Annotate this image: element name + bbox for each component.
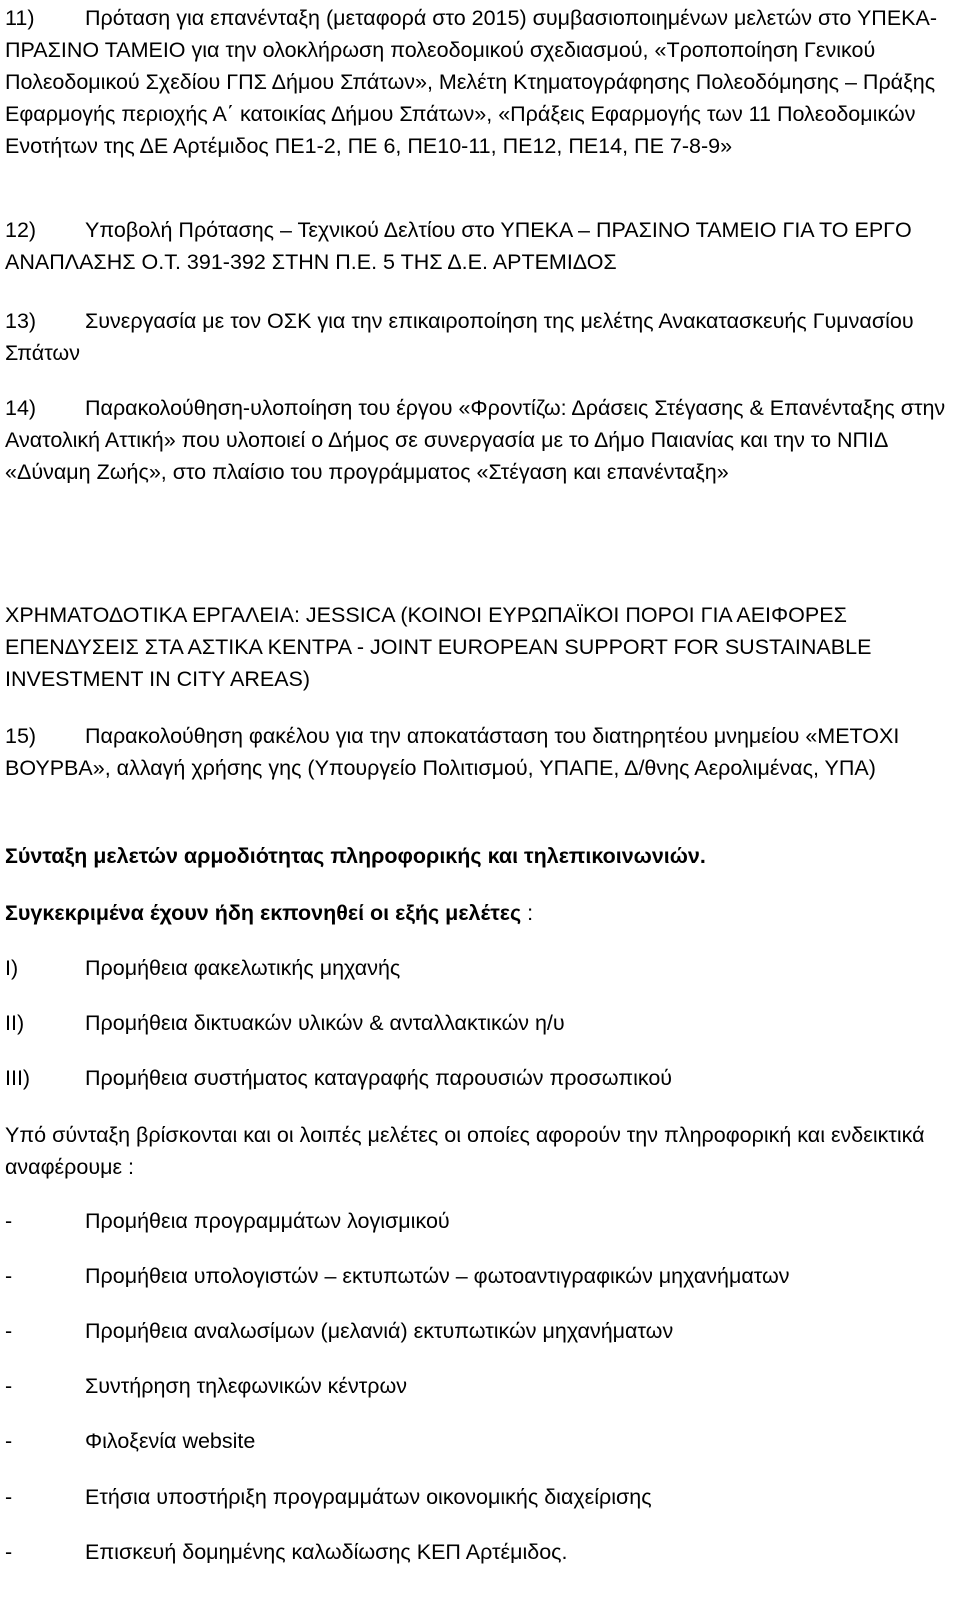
dash-bullet: - <box>5 1319 13 1343</box>
item-text: Πρόταση για επανένταξη (μεταφορά στο 2015) συμβασιοποιημένων μελετών στο ΥΠΕΚΑ-ΠΡΑΣΙΝΟ ΤΑΜΕΙΟ για την ολοκλήρωση πολεοδομικού σχεδιασμού, «Τροποποίηση Γενικού Πολεοδομικού Σχεδίου ΓΠΣ Δήμου Σπάτων», Μελέτη Κτηματογράφησης Πολεοδόμησης – Πράξης Εφαρμογής περιοχής Α΄ κατοικίας Δήμου Σπάτων», «Πράξεις Εφαρμογής των 11 Πολεοδομικών Ενοτήτων της ΔΕ Αρτέμιδος ΠΕ1-2, ΠΕ 6, ΠΕ10-11, ΠΕ12, ΠΕ14, ΠΕ 7-8-9» <box>5 6 938 158</box>
completed-item-2 <box>5 1007 955 1039</box>
pending-item-7 <box>5 1536 955 1568</box>
pending-item-text: Προμήθεια αναλωσίμων (μελανιά) εκτυπωτικών μηχανήματων <box>85 1319 674 1343</box>
completed-heading-colon: : <box>521 901 534 925</box>
item-number: 11) <box>5 6 35 30</box>
pending-item-text: Φιλοξενία website <box>85 1429 256 1453</box>
completed-item-3 <box>5 1062 955 1094</box>
item-15 <box>5 720 955 784</box>
dash-bullet: - <box>5 1264 13 1288</box>
completed-heading-text: Συγκεκριμένα έχουν ήδη εκπονηθεί οι εξής μελέτες <box>5 901 522 925</box>
pending-item-text: Συντήρηση τηλεφωνικών κέντρων <box>85 1374 408 1398</box>
item-text: Συνεργασία με τον ΟΣΚ για την επικαιροποίηση της μελέτης Ανακατασκευής Γυμνασίου Σπάτων <box>5 309 914 365</box>
pending-item-text: Προμήθεια προγραμμάτων λογισμικού <box>85 1209 450 1233</box>
pending-item-6 <box>5 1481 955 1513</box>
roman-numeral: I) <box>5 956 19 980</box>
completed-item-text: Προμήθεια φακελωτικής μηχανής <box>85 956 401 980</box>
item-number: 15) <box>5 724 37 748</box>
pending-item-text: Προμήθεια υπολογιστών – εκτυπωτών – φωτοαντιγραφικών μηχανήματων <box>85 1264 790 1288</box>
pending-item-1 <box>5 1205 955 1237</box>
completed-item-text: Προμήθεια συστήματος καταγραφής παρουσιών προσωπικού <box>85 1066 673 1090</box>
pending-item-4 <box>5 1370 955 1402</box>
completed-item-1 <box>5 952 955 984</box>
item-text: Παρακολούθηση-υλοποίηση του έργου «Φροντίζω: Δράσεις Στέγασης & Επανένταξης στην Ανατολική Αττική» που υλοποιεί ο Δήμος σε συνεργασία με το Δήμο Παιανίας και την το ΝΠΙΔ «Δύναμη Ζωής», στο πλαίσιο του προγράμματος «Στέγαση και επανένταξη» <box>5 396 946 484</box>
jessica-heading: ΧΡΗΜΑΤΟΔΟΤΙΚΑ ΕΡΓΑΛΕΙΑ: JESSICA (ΚΟΙΝΟΙ ΕΥΡΩΠΑΪΚΟΙ ΠΟΡΟΙ ΓΙΑ ΑΕΙΦΟΡΕΣ ΕΠΕΝΔΥΣΕΙΣ ΣΤΑ ΑΣΤΙΚΑ ΚΕΝΤΡΑ - JOINT EUROPEAN SUPPORT FOR SUSTAINABLE INVESTMENT IN CITY AREAS) <box>5 603 872 691</box>
item-number: 14) <box>5 396 37 420</box>
dash-bullet: - <box>5 1209 13 1233</box>
item-text: Παρακολούθηση φακέλου για την αποκατάσταση του διατηρητέου μνημείου «ΜΕΤΟΧΙ ΒΟΥΡΒΑ», αλλαγή χρήσης γης (Υπουργείο Πολιτισμού, ΥΠΑΠΕ, Δ/θνης Αερολιμένας, ΥΠΑ) <box>5 724 900 780</box>
pending-item-2 <box>5 1260 955 1292</box>
pending-item-text: Επισκευή δομημένης καλωδίωσης ΚΕΠ Αρτέμιδος. <box>85 1540 568 1564</box>
item-14 <box>5 392 955 488</box>
pending-studies-intro: Υπό σύνταξη βρίσκονται και οι λοιπές μελέτες οι οποίες αφορούν την πληροφορική και ενδεικτικά αναφέρουμε : <box>5 1123 925 1179</box>
item-13 <box>5 305 955 369</box>
item-text: Υποβολή Πρότασης – Τεχνικού Δελτίου στο ΥΠΕΚΑ – ΠΡΑΣΙΝΟ ΤΑΜΕΙΟ ΓΙΑ ΤΟ ΕΡΓΟ ΑΝΑΠΛΑΣΗΣ Ο.Τ. 391-392 ΣΤΗΝ Π.Ε. 5 ΤΗΣ Δ.Ε. ΑΡΤΕΜΙΔΟΣ <box>5 218 912 274</box>
pending-item-5 <box>5 1425 955 1457</box>
it-studies-heading: Σύνταξη μελετών αρμοδιότητας πληροφορικής και τηλεπικοινωνιών. <box>5 844 706 868</box>
pending-item-3 <box>5 1315 955 1347</box>
item-number: 13) <box>5 309 37 333</box>
item-11 <box>5 2 955 162</box>
dash-bullet: - <box>5 1540 13 1564</box>
completed-studies-heading <box>5 897 955 929</box>
completed-item-text: Προμήθεια δικτυακών υλικών & ανταλλακτικών η/υ <box>85 1011 565 1035</box>
roman-numeral: II) <box>5 1011 25 1035</box>
roman-numeral: III) <box>5 1066 31 1090</box>
dash-bullet: - <box>5 1485 13 1509</box>
pending-item-text: Ετήσια υποστήριξη προγραμμάτων οικονομικής διαχείρισης <box>85 1485 652 1509</box>
dash-bullet: - <box>5 1374 13 1398</box>
item-number: 12) <box>5 218 37 242</box>
dash-bullet: - <box>5 1429 13 1453</box>
item-12 <box>5 214 955 278</box>
